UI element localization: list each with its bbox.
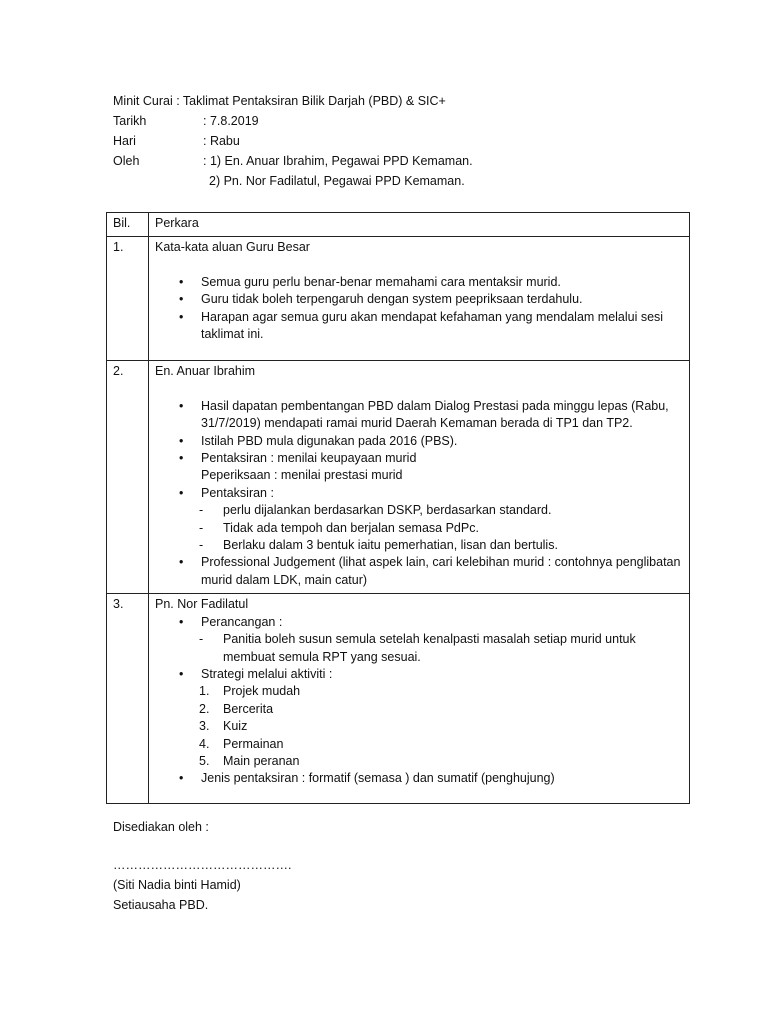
dash-item: - perlu dijalankan berdasarkan DSKP, berdasarkan standard. <box>223 502 683 519</box>
list-item-line: • Perancangan : <box>201 614 283 629</box>
column-header-bil: Bil. <box>107 213 149 237</box>
column-header-perkara: Perkara <box>149 213 690 237</box>
row-content <box>149 361 690 594</box>
list-item: • Istilah PBD mula digunakan pada 2016 (PBS). <box>201 433 683 450</box>
list-item: • Hasil dapatan pembentangan PBD dalam Dialog Prestasi pada minggu lepas (Rabu, 31/7/2019) mendapati ramai murid Daerah Kemaman berada di TP1 dan TP2. <box>201 398 683 433</box>
row-title: Kata-kata aluan Guru Besar <box>155 240 310 255</box>
list-item <box>201 485 683 555</box>
dash-list <box>201 631 683 666</box>
row-number: 1. <box>107 237 149 361</box>
list-item-line: • Pentaksiran : menilai keupayaan murid <box>201 451 417 466</box>
meta-key: Tarikh <box>113 114 147 128</box>
item-number: 1. <box>199 684 210 699</box>
meta-value: : Rabu <box>203 134 240 148</box>
item-text: Bercerita <box>223 701 274 716</box>
table-row <box>107 361 690 594</box>
list-item: • Guru tidak boleh terpengaruh dengan system peepriksaan terdahulu. <box>201 291 683 308</box>
row-content <box>149 594 690 804</box>
dash-item: - Panitia boleh susun semula setelah kenalpasti masalah setiap murid untuk membuat semula RPT yang sesuai. <box>223 631 683 666</box>
list-item: • Harapan agar semua guru akan mendapat kefahaman yang mendalam melalui sesi taklimat ini. <box>201 309 683 344</box>
dash-item: - Tidak ada tempoh dan berjalan semasa PdPc. <box>223 520 683 537</box>
list-item: • Professional Judgement (lihat aspek lain, cari kelebihan murid : contohnya penglibatan murid dalam LDK, main catur) <box>201 554 683 589</box>
list-item-line: • Strategi melalui aktiviti : <box>201 666 333 681</box>
item-text: Permainan <box>223 736 284 751</box>
signatory-name: (Siti Nadia binti Hamid) <box>113 878 241 892</box>
numbered-item <box>199 753 683 770</box>
signature-line: ……………………………………. <box>113 858 292 872</box>
meta-by-second-presenter: 2) Pn. Nor Fadilatul, Pegawai PPD Kemaman. <box>209 174 465 188</box>
numbered-item <box>199 718 683 735</box>
list-item <box>201 666 683 770</box>
list-item <box>201 450 683 485</box>
list-item-line: • Pentaksiran : <box>201 485 274 500</box>
signatory-position: Setiausaha PBD. <box>113 898 209 912</box>
bullet-list <box>155 614 683 788</box>
list-item: • Semua guru perlu benar-benar memahami cara mentaksir murid. <box>201 274 683 291</box>
table-row <box>107 594 690 804</box>
meta-key: Oleh <box>113 154 140 168</box>
bullet-list <box>155 274 683 344</box>
row-title: Pn. Nor Fadilatul <box>155 597 249 612</box>
bullet-list <box>155 398 683 589</box>
row-number: 2. <box>107 361 149 594</box>
table-header-row <box>107 213 690 237</box>
numbered-list <box>201 683 683 770</box>
row-content <box>149 237 690 361</box>
item-text: Kuiz <box>223 719 248 734</box>
item-number: 2. <box>199 701 210 716</box>
dash-list <box>201 502 683 554</box>
row-title: En. Anuar Ibrahim <box>155 364 256 379</box>
minutes-title: Minit Curai : Taklimat Pentaksiran Bilik Darjah (PBD) & SIC+ <box>113 94 446 108</box>
numbered-item <box>199 736 683 753</box>
meta-value: : 7.8.2019 <box>203 114 259 128</box>
list-item-line: Peperiksaan : menilai prestasi murid <box>201 468 403 483</box>
dash-item: - Berlaku dalam 3 bentuk iaitu pemerhatian, lisan dan bertulis. <box>223 537 683 554</box>
meta-key: Hari <box>113 134 136 148</box>
list-item: • Jenis pentaksiran : formatif (semasa ) dan sumatif (penghujung) <box>201 770 683 787</box>
item-number: 4. <box>199 736 210 751</box>
item-number: 5. <box>199 753 210 768</box>
meta-value: : 1) En. Anuar Ibrahim, Pegawai PPD Kemaman. <box>203 154 473 168</box>
numbered-item <box>199 683 683 700</box>
row-number: 3. <box>107 594 149 804</box>
item-text: Main peranan <box>223 753 300 768</box>
table-row <box>107 237 690 361</box>
numbered-item <box>199 701 683 718</box>
prepared-by-label: Disediakan oleh : <box>113 820 209 834</box>
item-number: 3. <box>199 719 210 734</box>
list-item <box>201 614 683 666</box>
item-text: Projek mudah <box>223 684 301 699</box>
minutes-table <box>106 212 690 804</box>
